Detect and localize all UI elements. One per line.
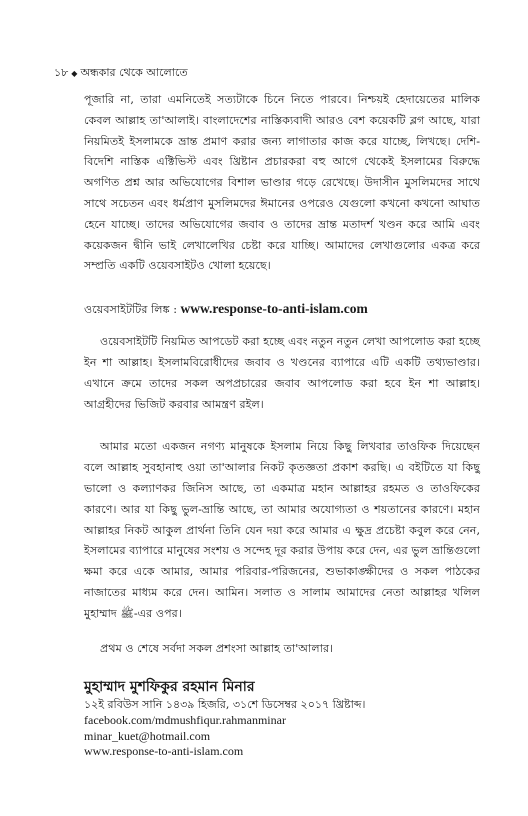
running-header (54, 64, 188, 83)
paragraph-3: আমার মতো একজন নগণ্য মানুষকে ইসলাম নিয়ে কিছু লিখবার তাওফিক দিয়েছেন বলে আল্লাহ সুবহানাহু ওয়া তা'আলার নিকট কৃতজ্ঞতা প্রকাশ করছি। এ বইটিতে যা কিছু ভালো ও কল্যাণকর জিনিস আছে, তা একমাত্র মহান আল্লাহর রহমত ও তাওফিকের কারণে। আর যা কিছু ভুল-ভ্রান্তি আছে, তা আমার অযোগ্যতা ও শয়তানের কারণে। মহান আল্লাহর নিকট আকুল প্রার্থনা তিনি যেন দয়া করে আমার এ ক্ষুদ্র প্রচেষ্টা কবুল করে নেন, ইসলামের ব্যাপারে মানুষের সংশয় ও সন্দেহ দূর করার উপায় করে দেন, এর ভুল ভ্রান্তিগুলো ক্ষমা করে একে আমার, আমার পরিবার-পরিজনের, শুভাকাঙ্ক্ষীদের ও সকল পাঠকের নাজাতের মাধ্যম করে দেন। আমিন। সলাত ও সালাম আমাদের নেতা আল্লাহর খলিল মুহাম্মাদ ﷺ-এর ওপর। (84, 440, 480, 620)
email-link[interactable]: minar_kuet@hotmail.com (84, 728, 211, 743)
running-title: অন্ধকার থেকে আলোতে (80, 66, 188, 79)
author-signature (84, 677, 480, 760)
website-label: ওয়েবসাইটটির লিঙ্ক : (84, 303, 177, 317)
website-url-link[interactable]: www.response-to-anti-islam.com (180, 301, 368, 317)
paragraph-1: পূজারি না, তারা এমনিতেই সত্যটাকে চিনে নিতে পারবে। নিশ্চয়ই হেদায়েতের মালিক কেবল আল্লাহ তা'আলাই। বাংলাদেশের নাস্তিক্যবাদী আরও বেশ কয়েকটি ব্লগ আছে, যারা নিয়মিতই ইসলামকে ভ্রান্ত প্রমাণ করার জন্য লাগাতার কাজ করে যাচ্ছে, লিখছে। দেশি-বিদেশি নাস্তিক এক্টিভিস্ট এবং খ্রিষ্টান প্রচারকরা বহু আগে থেকেই ইসলামের বিরুদ্ধে অগণিত প্রশ্ন আর অভিযোগের বিশাল ভাণ্ডার গড়ে রেখেছে। উদাসীন মুসলিমদের সাথে সাথে সচেতন এবং ধর্মপ্রাণ মুসলিমদের ঈমানের ওপরেও যেগুলো কখনো কখনো আঘাত হেনে যাচ্ছে। তাদের অভিযোগের জবাব ও তাদের ভ্রান্ত মতাদর্শ খণ্ডন করে আমি এবং কয়েকজন দ্বীনি ভাই লেখালেখির চেষ্টা করে যাচ্ছি। আমাদের লেখাগুলোর একত্র করে সম্প্রতি একটি ওয়েবসাইটও খোলা হয়েছে। (84, 93, 480, 273)
separator-diamond-icon: ◆ (71, 69, 78, 78)
facebook-link[interactable]: facebook.com/mdmushfiqur.rahmanminar (84, 713, 286, 728)
signature-website-link[interactable]: www.response-to-anti-islam.com (84, 744, 244, 759)
author-name: মুহাম্মাদ মুশফিকুর রহমান মিনার (84, 679, 255, 696)
paragraph-4: প্রথম ও শেষে সর্বদা সকল প্রশংসা আল্লাহ তা'আলার। (100, 641, 334, 655)
page-body (84, 90, 480, 760)
website-link-line (84, 299, 480, 320)
signature-date: ১২ই রবিউস সানি ১৪৩৯ হিজরি, ৩১শে ডিসেম্বর ২০১৭ খ্রিষ্টাব্দ। (84, 698, 366, 712)
paragraph-2: ওয়েবসাইটটি নিয়মিত আপডেট করা হচ্ছে এবং নতুন নতুন লেখা আপলোড করা হচ্ছে ইন শা আল্লাহ। ইসলামবিরোধীদের জবাব ও খণ্ডনের ব্যাপারে এটি একটি তথ্যভাণ্ডার। এখানে ক্রমে তাদের সকল অপপ্রচারের জবাব আপলোড করা হবে ইন শা আল্লাহ। আগ্রহীদের ভিজিট করবার আমন্ত্রণ রইল। (84, 335, 480, 411)
page-number: ১৮ (54, 66, 69, 79)
